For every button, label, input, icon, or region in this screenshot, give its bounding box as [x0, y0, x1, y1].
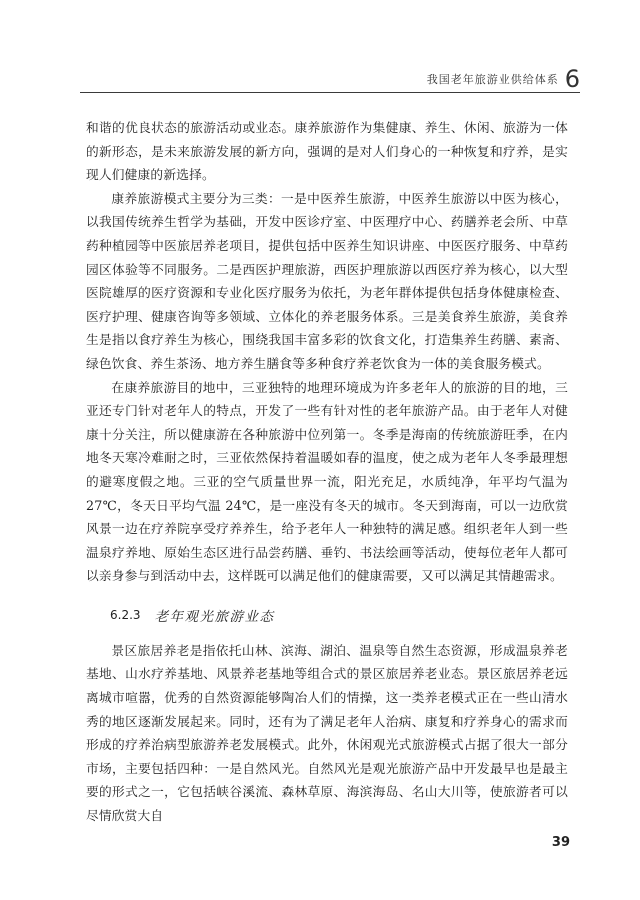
running-header	[80, 66, 580, 93]
paragraph-kangyang-modes: 康养旅游模式主要分为三类：一是中医养生旅游，中医养生旅游以中医为核心，以我国传统养生哲学为基础，开发中医诊疗室、中医理疗中心、药膳养老会所、中草药种植园等中医旅居养老项目，提供包括中医养生知识讲座、中医医疗服务、中草药园区体验等不同服务。二是西医护理旅游，西医护理旅游以西医疗养为核心，以大型医院雄厚的医疗资源和专业化医疗服务为依托，为老年群体提供包括身体健康检查、医疗护理、健康咨询等多领域、立体化的养老服务体系。三是美食养生旅游，美食养生是指以食疗养生为核心，围绕我国丰富多彩的饮食文化，打造集养生药膳、素斋、绿色饮食、养生茶汤、地方养生膳食等多种食疗养老饮食为一体的美食服务模式。	[86, 190, 568, 371]
section-heading	[110, 605, 568, 625]
paragraph-sanya: 在康养旅游目的地中，三亚独特的地理环境成为许多老年人的旅游的目的地，三亚还专门针对老年人的特点，开发了一些有针对性的老年旅游产品。由于老年人对健康十分关注，所以健康游在各种旅游中位列第一。冬季是海南的传统旅游旺季，在内地冬天寒冷难耐之时，三亚依然保持着温暖如春的温度，使之成为老年人冬季最理想的避寒度假之地。三亚的空气质量世界一流，阳光充足，水质纯净，年平均气温为 27℃，冬天日平均气温 24℃，是一座没有冬天的城市。冬天到海南，可以一边欣赏风景一边在疗养院享受疗养养生，给予老年人一种独特的满足感。组织老年人到一些温泉疗养地、原始生态区进行品尝药膳、垂钓、书法绘画等活动，使每位老年人都可以亲身参与到活动中去，这样既可以满足他们的健康需要，又可以满足其情趣需求。	[86, 379, 568, 584]
page-body	[86, 116, 568, 828]
section-number: 6.2.3	[110, 607, 141, 622]
page-number: 39	[551, 835, 570, 850]
paragraph-continued: 和谐的优良状态的旅游活动或业态。康养旅游作为集健康、养生、休闲、旅游为一体的新形态，是未来旅游发展的新方向，强调的是对人们身心的一种恢复和疗养，是实现人们健康的新选择。	[86, 120, 568, 183]
chapter-number: 6	[564, 65, 580, 93]
section-title: 老年观光旅游业态	[154, 608, 275, 625]
paragraph-scenic-area: 景区旅居养老是指依托山林、滨海、湖泊、温泉等自然生态资源，形成温泉养老基地、山水疗养基地、风景养老基地等组合式的景区旅居养老业态。景区旅居养老远离城市喧嚣，优秀的自然资源能够陶冶人们的情操，这一类养老模式正在一些山清水秀的地区逐渐发展起来。同时，还有为了满足老年人治病、康复和疗养身心的需求而形成的疗养治病型旅游养老发展模式。此外，休闲观光式旅游模式占据了很大一部分市场，主要包括四种：一是自然风光。自然风光是观光旅游产品中开发最早也是最主要的形式之一，它包括峡谷溪流、森林草原、海滨海岛、名山大川等，使旅游者可以尽情欣赏大自	[86, 642, 568, 824]
header-title: 我国老年旅游业供给体系	[426, 73, 559, 86]
